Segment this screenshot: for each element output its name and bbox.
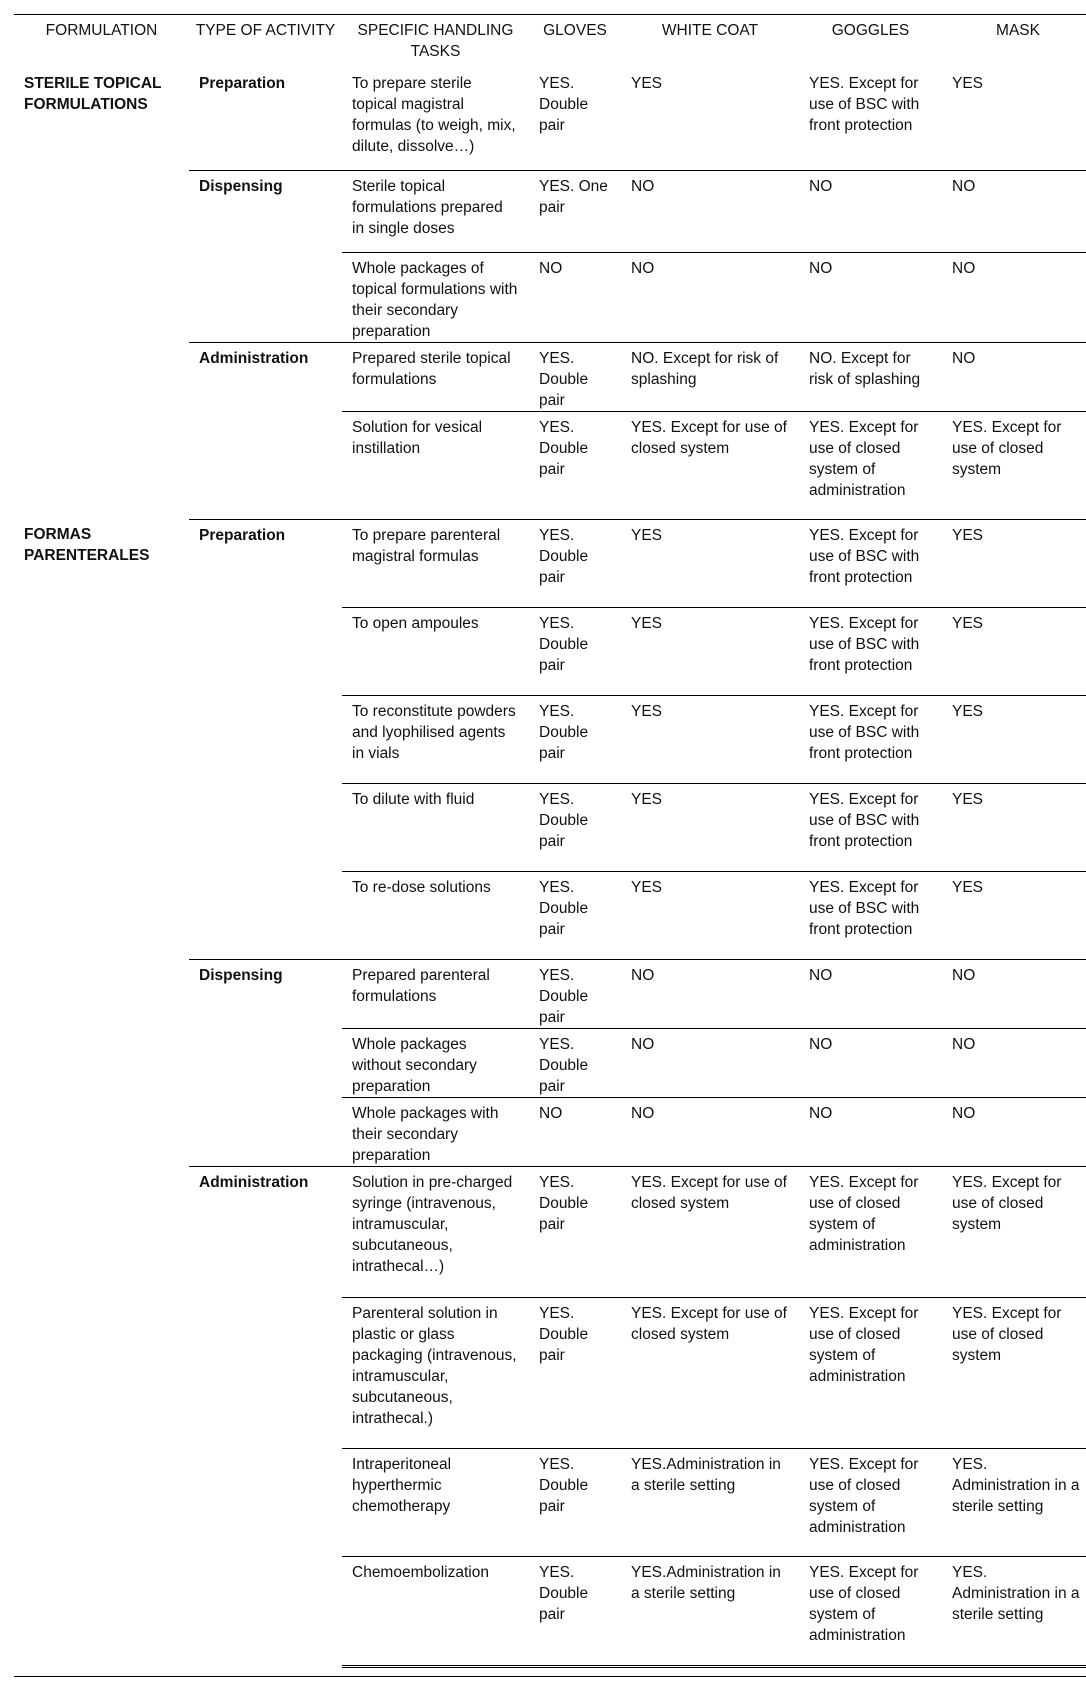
white-coat-cell: YES. Except for use of closed system [621, 411, 799, 519]
task-cell: To dilute with fluid [342, 783, 529, 871]
task-cell: Whole packages of topical formulations with their secondary preparation [342, 252, 529, 342]
goggles-cell: NO [799, 252, 942, 342]
goggles-cell: NO [799, 959, 942, 1028]
task-cell: Prepared sterile topical formulations [342, 342, 529, 411]
table-body [14, 68, 1086, 1666]
white-coat-cell: NO. Except for risk of splashing [621, 342, 799, 411]
activity-cell [189, 1297, 342, 1448]
activity-cell [189, 1448, 342, 1556]
formulation-cell [14, 411, 189, 519]
gloves-cell: YES. Double pair [529, 411, 621, 519]
mask-cell: YES. Administration in a sterile setting [942, 1556, 1086, 1666]
table-row [14, 1097, 1086, 1166]
goggles-cell: YES. Except for use of BSC with front protection [809, 75, 920, 134]
gloves-cell: YES. Double pair [529, 519, 621, 607]
gloves-cell: YES. Double pair [539, 75, 589, 134]
gloves-cell: YES. Double pair [529, 871, 621, 959]
formulation-cell: STERILE TOPICAL FORMULATIONS [24, 75, 162, 113]
table-row [14, 411, 1086, 519]
formulation-cell [14, 1166, 189, 1297]
mask-cell: YES. Except for use of closed system [942, 411, 1086, 519]
table-row [14, 783, 1086, 871]
goggles-cell: YES. Except for use of closed system of administration [799, 1448, 942, 1556]
goggles-cell: YES. Except for use of BSC with front protection [799, 783, 942, 871]
formulation-cell [14, 1448, 189, 1556]
formulation-cell [14, 959, 189, 1028]
activity-cell: Administration [189, 1166, 342, 1297]
formulation-cell [14, 1556, 189, 1666]
mask-cell: YES [952, 75, 984, 92]
task-cell: Sterile topical formulations prepared in single doses [342, 170, 529, 252]
mask-cell: YES [942, 871, 1086, 959]
table-row [14, 519, 1086, 607]
white-coat-cell: NO [621, 959, 799, 1028]
table-header [14, 16, 1086, 68]
white-coat-cell: YES [621, 695, 799, 783]
gloves-cell: YES. Double pair [529, 342, 621, 411]
header-type-of-activity: TYPE OF ACTIVITY [195, 22, 336, 39]
white-coat-cell: YES.Administration in a sterile setting [621, 1556, 799, 1666]
white-coat-cell: NO [621, 1097, 799, 1166]
gloves-cell: YES. Double pair [529, 1297, 621, 1448]
header-row [14, 16, 1086, 68]
activity-cell [189, 607, 342, 695]
task-cell: Solution in pre-charged syringe (intravenous, intramuscular, subcutaneous, intrathecal…) [342, 1166, 529, 1297]
goggles-cell: YES. Except for use of closed system of administration [799, 1166, 942, 1297]
goggles-cell: YES. Except for use of BSC with front protection [799, 695, 942, 783]
white-coat-cell: YES [631, 75, 663, 92]
activity-cell: Dispensing [189, 170, 342, 252]
table-top-rule [14, 14, 1086, 15]
gloves-cell: YES. Double pair [529, 1556, 621, 1666]
task-cell: Intraperitoneal hyperthermic chemotherapy [342, 1448, 529, 1556]
formulation-cell [14, 1297, 189, 1448]
gloves-cell: YES. One pair [529, 170, 621, 252]
formulation-cell: FORMAS PARENTERALES [24, 526, 150, 564]
task-cell: Prepared parenteral formulations [342, 959, 529, 1028]
white-coat-cell: YES. Except for use of closed system [621, 1297, 799, 1448]
white-coat-cell: NO [621, 252, 799, 342]
white-coat-cell: YES [621, 783, 799, 871]
activity-cell: Dispensing [189, 959, 342, 1028]
mask-cell: YES [942, 519, 1086, 607]
goggles-cell: NO [799, 1097, 942, 1166]
formulation-cell [14, 607, 189, 695]
table-row [14, 959, 1086, 1028]
gloves-cell: YES. Double pair [529, 607, 621, 695]
table-row [14, 1297, 1086, 1448]
goggles-cell: YES. Except for use of closed system of administration [799, 1556, 942, 1666]
task-cell: Solution for vesical instillation [342, 411, 529, 519]
task-cell: To prepare parenteral magistral formulas [342, 519, 529, 607]
white-coat-cell: YES.Administration in a sterile setting [621, 1448, 799, 1556]
header-mask: MASK [996, 22, 1040, 39]
formulation-cell [14, 871, 189, 959]
mask-cell: YES. Except for use of closed system [942, 1166, 1086, 1297]
table-row [14, 1556, 1086, 1666]
white-coat-cell: YES [621, 871, 799, 959]
formulation-cell [14, 695, 189, 783]
header-goggles: GOGGLES [831, 22, 910, 39]
mask-cell: YES [942, 607, 1086, 695]
formulation-cell [14, 342, 189, 411]
gloves-cell: NO [529, 1097, 621, 1166]
table-row [14, 170, 1086, 252]
table-row [14, 607, 1086, 695]
task-cell: To open ampoules [342, 607, 529, 695]
table-bottom-rule [14, 1676, 1086, 1677]
activity-cell: Preparation [199, 75, 286, 92]
header-white-coat: WHITE COAT [661, 22, 759, 39]
white-coat-cell: NO [621, 1028, 799, 1097]
white-coat-cell: YES. Except for use of closed system [621, 1166, 799, 1297]
gloves-cell: YES. Double pair [529, 1028, 621, 1097]
gloves-cell: YES. Double pair [529, 1448, 621, 1556]
table-row [14, 1448, 1086, 1556]
formulation-cell [14, 1097, 189, 1166]
mask-cell: YES. Except for use of closed system [942, 1297, 1086, 1448]
mask-cell: NO [942, 342, 1086, 411]
task-cell: To prepare sterile topical magistral formulas (to weigh, mix, dilute, dissolve…) [352, 75, 516, 155]
task-cell: To reconstitute powders and lyophilised agents in vials [342, 695, 529, 783]
mask-cell: NO [942, 1028, 1086, 1097]
table-row [14, 68, 1086, 170]
ppe-handling-table [14, 16, 1086, 1668]
activity-cell [189, 1097, 342, 1166]
activity-cell [189, 411, 342, 519]
header-formulation: FORMULATION [45, 22, 158, 39]
goggles-cell: YES. Except for use of BSC with front protection [799, 607, 942, 695]
mask-cell: NO [942, 1097, 1086, 1166]
table-row [14, 871, 1086, 959]
goggles-cell: YES. Except for use of closed system of administration [799, 1297, 942, 1448]
mask-cell: YES. Administration in a sterile setting [942, 1448, 1086, 1556]
table-row [14, 252, 1086, 342]
goggles-cell: YES. Except for use of BSC with front protection [799, 871, 942, 959]
table-row [14, 695, 1086, 783]
mask-cell: NO [942, 252, 1086, 342]
task-cell: Chemoembolization [342, 1556, 529, 1666]
white-coat-cell: NO [621, 170, 799, 252]
header-specific-handling-tasks: SPECIFIC HANDLING TASKS [357, 22, 514, 60]
gloves-cell: YES. Double pair [529, 959, 621, 1028]
goggles-cell: YES. Except for use of closed system of administration [799, 411, 942, 519]
activity-cell [189, 252, 342, 342]
task-cell: To re-dose solutions [342, 871, 529, 959]
task-cell: Whole packages without secondary preparation [342, 1028, 529, 1097]
formulation-cell [14, 783, 189, 871]
white-coat-cell: YES [621, 519, 799, 607]
activity-cell: Preparation [189, 519, 342, 607]
table-row [14, 1028, 1086, 1097]
goggles-cell: NO. Except for risk of splashing [799, 342, 942, 411]
gloves-cell: YES. Double pair [529, 695, 621, 783]
activity-cell [189, 1028, 342, 1097]
gloves-cell: YES. Double pair [529, 783, 621, 871]
activity-cell [189, 871, 342, 959]
activity-cell: Administration [189, 342, 342, 411]
goggles-cell: NO [799, 170, 942, 252]
activity-cell [189, 783, 342, 871]
mask-cell: YES [942, 695, 1086, 783]
activity-cell [189, 695, 342, 783]
goggles-cell: YES. Except for use of BSC with front protection [799, 519, 942, 607]
mask-cell: NO [942, 170, 1086, 252]
table-row [14, 1166, 1086, 1297]
mask-cell: YES [942, 783, 1086, 871]
task-cell: Whole packages with their secondary preparation [342, 1097, 529, 1166]
formulation-cell [14, 252, 189, 342]
white-coat-cell: YES [621, 607, 799, 695]
activity-cell [189, 1556, 342, 1666]
goggles-cell: NO [799, 1028, 942, 1097]
formulation-cell [14, 170, 189, 252]
mask-cell: NO [942, 959, 1086, 1028]
gloves-cell: YES. Double pair [529, 1166, 621, 1297]
gloves-cell: NO [529, 252, 621, 342]
formulation-cell [14, 1028, 189, 1097]
header-gloves: GLOVES [543, 22, 607, 39]
task-cell: Parenteral solution in plastic or glass packaging (intravenous, intramuscular, subcutaneous, intrathecal.) [342, 1297, 529, 1448]
table-row [14, 342, 1086, 411]
